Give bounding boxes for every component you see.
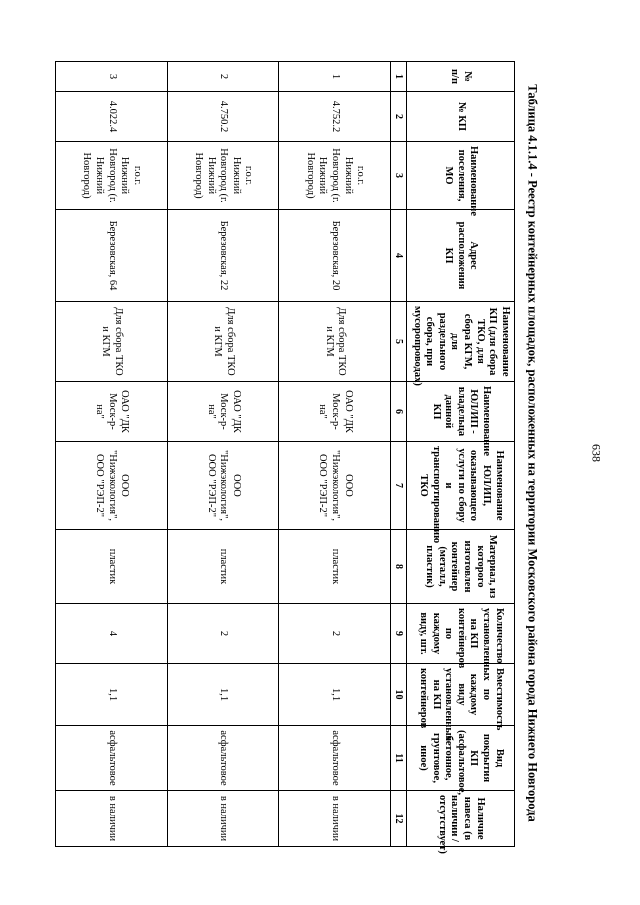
column-number: 5 [391, 302, 407, 382]
cell-address: Березовская, 64 [56, 210, 168, 302]
column-number: 8 [391, 530, 407, 604]
cell-capacity: 1,1 [56, 664, 168, 726]
registry-table [55, 61, 515, 854]
cell-canopy: в наличии [167, 791, 279, 847]
column-number: 10 [391, 664, 407, 726]
column-number: 7 [391, 442, 407, 530]
header-row [407, 62, 515, 847]
page-number: 638 [589, 444, 604, 462]
cell-index: 3 [56, 62, 168, 92]
cell-index: 2 [167, 62, 279, 92]
cell-material: пластик [56, 530, 168, 604]
column-number: 3 [391, 142, 407, 210]
cell-address: Березовская, 22 [167, 210, 279, 302]
cell-surface: асфальтовое [56, 726, 168, 791]
table-row [167, 62, 279, 847]
cell-owner: ОАО "ДК Моск-р-на" [279, 382, 391, 442]
table-frame [55, 61, 515, 854]
cell-surface: асфальтовое [279, 726, 391, 791]
cell-kp-name: Для сбора ТКО и КГМ [279, 302, 391, 382]
cell-surface: асфальтовое [167, 726, 279, 791]
cell-address: Березовская, 20 [279, 210, 391, 302]
cell-material: пластик [167, 530, 279, 604]
column-number: 6 [391, 382, 407, 442]
cell-owner: ОАО "ДК Моск-р-на" [56, 382, 168, 442]
cell-quantity: 2 [279, 604, 391, 664]
cell-service-provider: ООО "Нижэкология", ООО "РЭП-2" [56, 442, 168, 530]
column-number: 12 [391, 791, 407, 847]
column-number: 1 [391, 62, 407, 92]
header-cell: Наименование ЮЛ/ИП - владельца данной КП [407, 382, 515, 442]
cell-canopy: в наличии [56, 791, 168, 847]
cell-owner: ОАО "ДК Моск-р-на" [167, 382, 279, 442]
cell-kp-number: 4.750.2 [167, 92, 279, 142]
column-number-row [391, 62, 407, 847]
header-cell: Вместимость по каждому виду установленных на КП контейнеров [407, 664, 515, 726]
cell-quantity: 4 [56, 604, 168, 664]
cell-settlement: г.о.г. Нижний Новгород (г. Нижний Новгород) [56, 142, 168, 210]
cell-kp-number: 4.022.4 [56, 92, 168, 142]
column-number: 11 [391, 726, 407, 791]
header-cell: № КП [407, 92, 515, 142]
cell-capacity: 1,1 [167, 664, 279, 726]
cell-settlement: г.о.г. Нижний Новгород (г. Нижний Новгород) [167, 142, 279, 210]
header-cell: Наименование КП (для сбора ТКО, для сбора КГМ, для раздельного сбора, при мусоропроводах) [407, 302, 515, 382]
rotated-sheet [55, 61, 515, 854]
cell-index: 1 [279, 62, 391, 92]
table-row [279, 62, 391, 847]
table-caption: Таблица 4.1.1.4 - Реестр контейнерных площадок, расположенных на территории Московского района города Нижнего Новгорода [525, 84, 540, 822]
header-cell: Количество установленных на КП контейнеров по каждому виду, шт. [407, 604, 515, 664]
cell-service-provider: ООО "Нижэкология", ООО "РЭП-2" [279, 442, 391, 530]
cell-capacity: 1,1 [279, 664, 391, 726]
header-cell: Вид покрытия КП (асфальтовое, бетонное, грунтовое, иное) [407, 726, 515, 791]
header-cell: Адрес расположения КП [407, 210, 515, 302]
header-cell: № п/п [407, 62, 515, 92]
cell-settlement: г.о.г. Нижний Новгород (г. Нижний Новгород) [279, 142, 391, 210]
header-cell: Наименование поселения, МО [407, 142, 515, 210]
cell-service-provider: ООО "Нижэкология", ООО "РЭП-2" [167, 442, 279, 530]
column-number: 4 [391, 210, 407, 302]
column-number: 2 [391, 92, 407, 142]
table-row [56, 62, 168, 847]
column-number: 9 [391, 604, 407, 664]
cell-canopy: в наличии [279, 791, 391, 847]
cell-kp-name: Для сбора ТКО и КГМ [167, 302, 279, 382]
cell-kp-number: 4.752.2 [279, 92, 391, 142]
header-cell: Наличие навеса (в наличии / отсутствует) [407, 791, 515, 847]
cell-material: пластик [279, 530, 391, 604]
header-cell: Наименование ЮЛ/ИП, оказывающего услуги по сбору и транспортированию ТКО [407, 442, 515, 530]
cell-kp-name: Для сбора ТКО и КГМ [56, 302, 168, 382]
header-cell: Материал, из которого изготовлен контейнер (металл, пластик) [407, 530, 515, 604]
cell-quantity: 2 [167, 604, 279, 664]
